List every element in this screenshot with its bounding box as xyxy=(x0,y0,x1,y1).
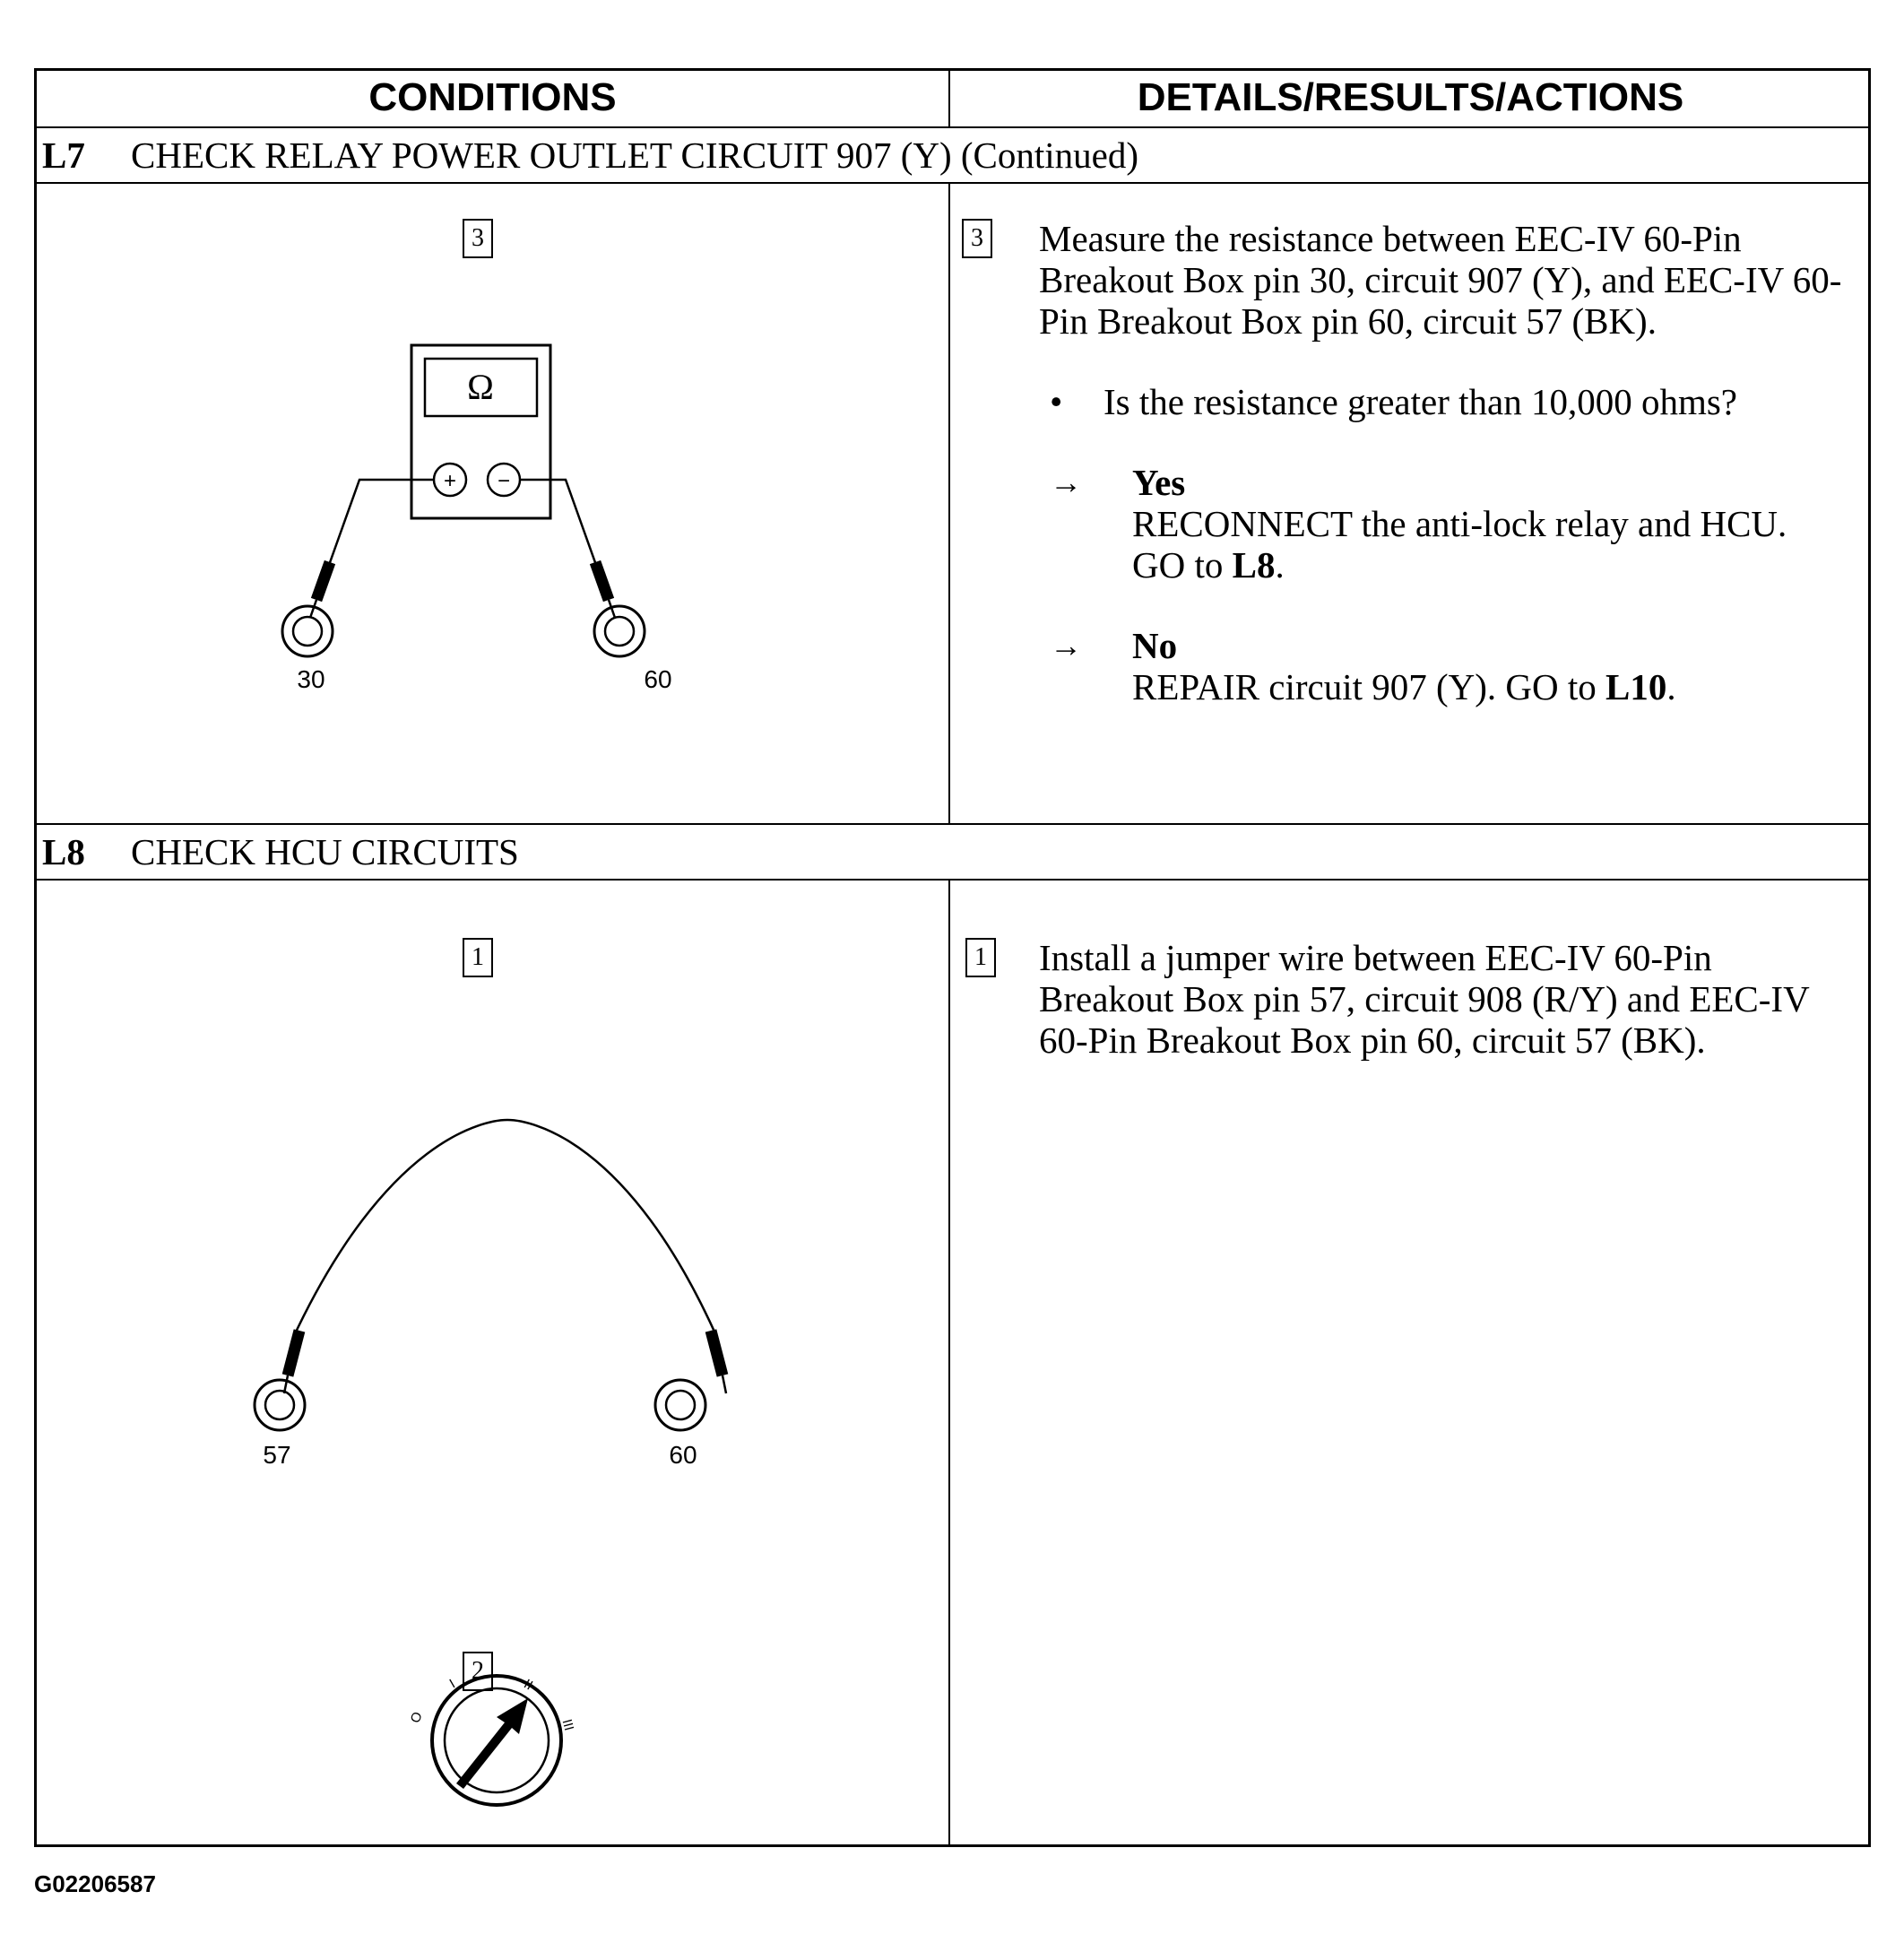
yes-arrow: → xyxy=(1050,464,1082,500)
no-action xyxy=(1132,666,1849,707)
no-action-text: REPAIR circuit 907 (Y). GO to xyxy=(1132,666,1606,707)
goto-target-l10: L10 xyxy=(1605,666,1667,707)
step-number-box: 3 xyxy=(962,219,992,258)
jumper-left-tip xyxy=(288,1331,299,1375)
ignition-position-0: O xyxy=(407,1710,426,1725)
goto-target-l8: L8 xyxy=(1232,544,1276,586)
step-number-box: 2 xyxy=(463,1652,493,1691)
jumper-right-tip xyxy=(711,1331,723,1375)
ignition-key-arrow xyxy=(456,1698,528,1789)
section-title: CHECK RELAY POWER OUTLET CIRCUIT 907 (Y) (Continued) xyxy=(131,134,1139,176)
ignition-position-2: II xyxy=(521,1676,536,1694)
ignition-position-3: III xyxy=(558,1717,577,1733)
yes-goto xyxy=(1132,544,1849,586)
section-title: CHECK HCU CIRCUITS xyxy=(131,831,519,872)
l8-column-divider xyxy=(948,879,950,1847)
yes-action: RECONNECT the anti-lock relay and HCU. xyxy=(1132,503,1787,544)
pin-60-outer xyxy=(655,1380,705,1430)
pin-label-60: 60 xyxy=(669,1441,697,1469)
pin-60-inner xyxy=(666,1391,695,1419)
column-header-details: DETAILS/RESULTS/ACTIONS xyxy=(1137,75,1684,119)
bullet: • xyxy=(1050,381,1063,422)
step-question: Is the resistance greater than 10,000 ohms? xyxy=(1103,381,1738,422)
goto-suffix: . xyxy=(1666,666,1676,707)
step-instruction: Measure the resistance between EEC-IV 60-Pin Breakout Box pin 30, circuit 907 (Y), and EEC-IV 60-Pin Breakout Box pin 60, circuit 57 (BK). xyxy=(1039,218,1842,342)
pin-label-57: 57 xyxy=(263,1441,291,1469)
step-number-box: 3 xyxy=(463,219,493,258)
ignition-position-1: I xyxy=(446,1676,458,1692)
no-arrow: → xyxy=(1050,628,1082,664)
pin-57-outer xyxy=(255,1380,305,1430)
pin-label-60: 60 xyxy=(644,665,672,693)
yes-label: Yes xyxy=(1132,462,1186,503)
jumper-wire-diagram xyxy=(37,71,948,1847)
section-code: L7 xyxy=(42,134,85,176)
step-number-box: 1 xyxy=(463,938,493,977)
step-number-box: 1 xyxy=(965,938,996,977)
jumper-wire xyxy=(292,1120,718,1340)
ohm-symbol: Ω xyxy=(467,367,494,407)
goto-prefix: GO to xyxy=(1132,544,1233,586)
procedure-table xyxy=(34,68,1871,1847)
goto-suffix: . xyxy=(1275,544,1285,586)
figure-id: G02206587 xyxy=(34,1870,156,1897)
no-label: No xyxy=(1132,625,1178,666)
pin-label-30: 30 xyxy=(297,665,325,693)
l7-column-divider xyxy=(948,182,950,823)
minus-symbol: − xyxy=(497,469,511,493)
section-code: L8 xyxy=(42,831,85,872)
header-column-divider xyxy=(948,71,950,126)
column-header-conditions: CONDITIONS xyxy=(368,75,617,119)
step-instruction: Install a jumper wire between EEC-IV 60-Pin Breakout Box pin 57, circuit 908 (R/Y) and EEC-IV 60-Pin Breakout Box pin 60, circuit 57 (BK). xyxy=(1039,937,1809,1061)
pin-57-inner xyxy=(265,1391,294,1419)
plus-symbol: + xyxy=(443,469,457,493)
